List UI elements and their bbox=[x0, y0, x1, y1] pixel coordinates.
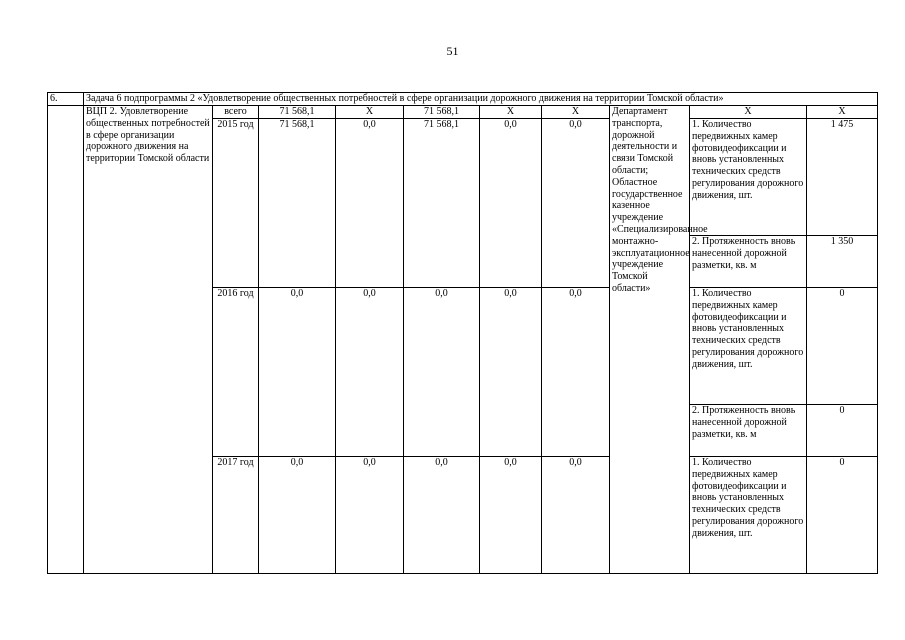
task-row bbox=[48, 93, 878, 106]
year-cell: 0,0 bbox=[542, 119, 610, 288]
row-number: 6. bbox=[48, 93, 84, 106]
year-label: 2017 год bbox=[213, 457, 259, 574]
indicator-value: 0 bbox=[807, 405, 878, 457]
indicator-name: 2. Протяженность вновь нанесенной дорожной разметки, кв. м bbox=[690, 236, 807, 288]
total-label: всего bbox=[213, 106, 259, 119]
year-cell: 0,0 bbox=[480, 119, 542, 288]
task-title: Задача 6 подпрограммы 2 «Удовлетворение общественных потребностей в сфере организации дорожного движения на территории Томской области» bbox=[84, 93, 878, 106]
executor: Департамент транспорта, дорожной деятельности и связи Томской области; Областное государственное казенное учреждение «Специализированное монтажно-эксплуатационное учреждение Томской области» bbox=[610, 106, 690, 574]
year-cell: 0,0 bbox=[542, 288, 610, 457]
indicator-name: 1. Количество передвижных камер фотовидеофиксации и вновь установленных технических средств регулирования дорожного движения, шт. bbox=[690, 457, 807, 574]
year-cell: 0,0 bbox=[404, 457, 480, 574]
total-cell: 71 568,1 bbox=[259, 106, 336, 119]
total-cell: 71 568,1 bbox=[404, 106, 480, 119]
indicator-name: 2. Протяженность вновь нанесенной дорожной разметки, кв. м bbox=[690, 405, 807, 457]
total-indicator-value: Х bbox=[807, 106, 878, 119]
total-cell: Х bbox=[480, 106, 542, 119]
indicator-name: 1. Количество передвижных камер фотовидеофиксации и вновь установленных технических средств регулирования дорожного движения, шт. bbox=[690, 288, 807, 405]
year-cell: 0,0 bbox=[336, 457, 404, 574]
indicator-name: 1. Количество передвижных камер фотовидеофиксации и вновь установленных технических средств регулирования дорожного движения, шт. bbox=[690, 119, 807, 236]
year-label: 2016 год bbox=[213, 288, 259, 457]
year-cell: 0,0 bbox=[259, 457, 336, 574]
indicator-value: 1 350 bbox=[807, 236, 878, 288]
indicator-value: 0 bbox=[807, 457, 878, 574]
year-cell: 0,0 bbox=[336, 119, 404, 288]
row-number-spacer bbox=[48, 106, 84, 574]
year-cell: 0,0 bbox=[259, 288, 336, 457]
year-cell: 0,0 bbox=[480, 288, 542, 457]
total-cell: Х bbox=[542, 106, 610, 119]
year-cell: 0,0 bbox=[404, 288, 480, 457]
year-label: 2015 год bbox=[213, 119, 259, 288]
year-cell: 0,0 bbox=[480, 457, 542, 574]
program-name: ВЦП 2. Удовлетворение общественных потребностей в сфере организации дорожного движения на территории Томской области bbox=[84, 106, 213, 574]
total-cell: Х bbox=[336, 106, 404, 119]
total-row bbox=[48, 106, 878, 119]
year-cell: 71 568,1 bbox=[404, 119, 480, 288]
indicator-value: 1 475 bbox=[807, 119, 878, 236]
indicator-value: 0 bbox=[807, 288, 878, 405]
year-cell: 0,0 bbox=[336, 288, 404, 457]
page-number: 51 bbox=[446, 44, 459, 58]
program-table bbox=[47, 92, 878, 574]
total-indicator: Х bbox=[690, 106, 807, 119]
year-cell: 0,0 bbox=[542, 457, 610, 574]
year-cell: 71 568,1 bbox=[259, 119, 336, 288]
